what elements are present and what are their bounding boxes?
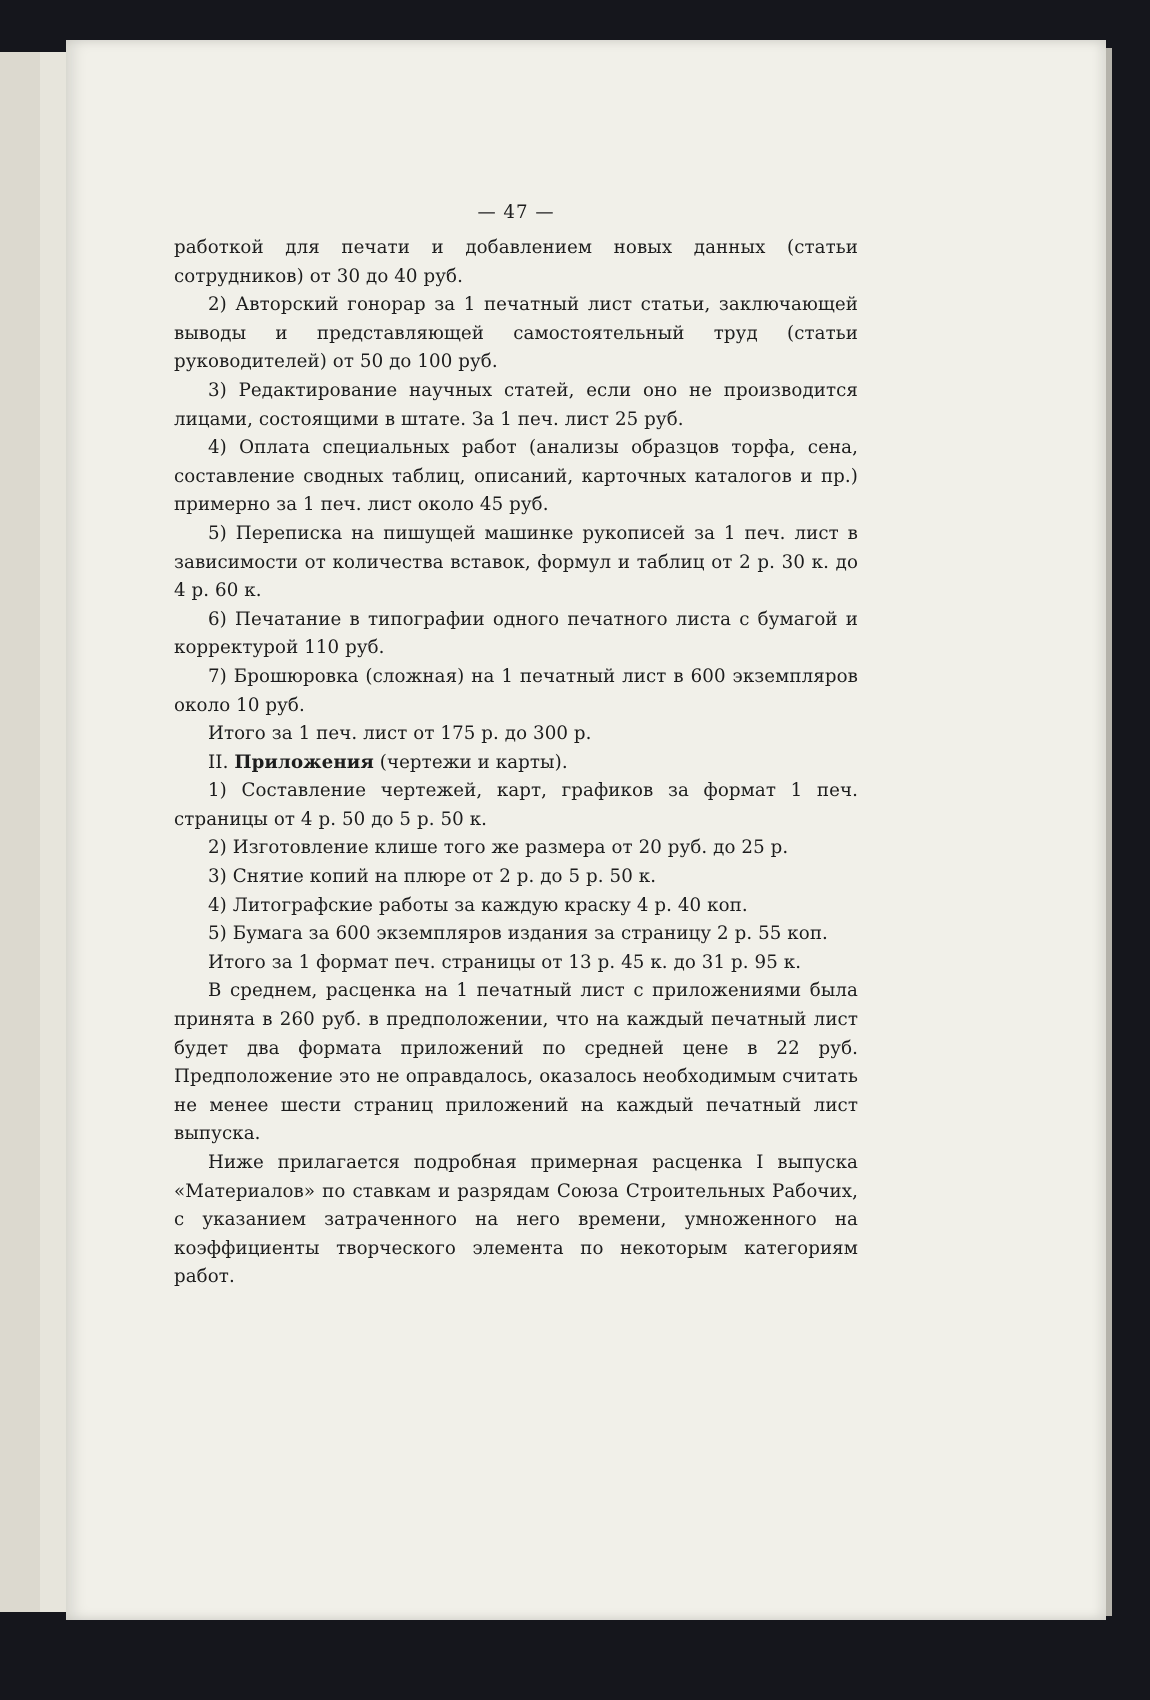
paragraph: 5) Бумага за 600 экземпляров издания за страницу 2 р. 55 коп. — [208, 923, 828, 945]
paragraph: 5) Переписка на пишущей машинке рукописей за 1 печ. лист в зависимости от количества вставок, формул и таблиц от 2 р. 30 к. до 4 р. 60 к. — [174, 522, 858, 602]
total-line: Итого за 1 печ. лист от 175 р. до 300 р. — [208, 723, 592, 745]
paragraph: Ниже прилагается подробная примерная расценка I выпуска «Материалов» по ставкам и разрядам Союза Строительных Рабочих, с указанием затраченного на него времени, умноженного на коэффициенты творческого элемента по некоторым категориям работ. — [174, 1152, 858, 1288]
paragraph: 2) Изготовление клише того же размера от 20 руб. до 25 р. — [208, 837, 789, 859]
paragraph: 3) Снятие копий на плюре от 2 р. до 5 р. 50 к. — [208, 866, 657, 888]
paragraph: В среднем, расценка на 1 печатный лист с приложениями была принята в 260 руб. в предположении, что на каждый печатный лист будет два формата приложений по средней цене в 22 руб. Предположение это не оправдалось, оказалось необходимым считать не менее шести страниц приложений на каждый печатный лист выпуска. — [174, 980, 858, 1145]
page-text — [174, 196, 858, 1292]
paragraph: 2) Авторский гонорар за 1 печатный лист статьи, заключающей выводы и представляющей самостоятельный труд (статьи руководителей) от 50 до 100 руб. — [174, 294, 858, 373]
total-line: Итого за 1 формат печ. страницы от 13 р. 45 к. до 31 р. 95 к. — [208, 951, 802, 973]
paragraph: 4) Литографские работы за каждую краску 4 р. 40 коп. — [208, 894, 748, 916]
section-title: Приложения — [234, 751, 374, 773]
section-note: (чертежи и карты). — [379, 751, 568, 773]
page-number: — 47 — — [477, 202, 555, 223]
left-page-edge — [0, 52, 40, 1612]
section-number: II. — [208, 751, 229, 773]
paragraph: 3) Редактирование научных статей, если оно не производится лицами, состоящими в штате. За 1 печ. лист 25 руб. — [174, 379, 858, 430]
paragraph: 7) Брошюровка (сложная) на 1 печатный лист в 600 экземпляров около 10 руб. — [174, 665, 858, 716]
paragraph: 4) Оплата специальных работ (анализы образцов торфа, сена, составление сводных таблиц, описаний, карточных каталогов и пр.) примерно за 1 печ. лист около 45 руб. — [174, 437, 858, 516]
section-heading — [174, 749, 858, 778]
paragraph: работкой для печати и добавлением новых данных (статьи сотрудников) от 30 до 40 руб. — [174, 237, 858, 287]
paragraph: 6) Печатание в типографии одного печатного листа с бумагой и корректурой 110 руб. — [174, 608, 858, 659]
paragraph: 1) Составление чертежей, карт, графиков за формат 1 печ. страницы от 4 р. 50 до 5 р. 50 к. — [174, 780, 858, 830]
